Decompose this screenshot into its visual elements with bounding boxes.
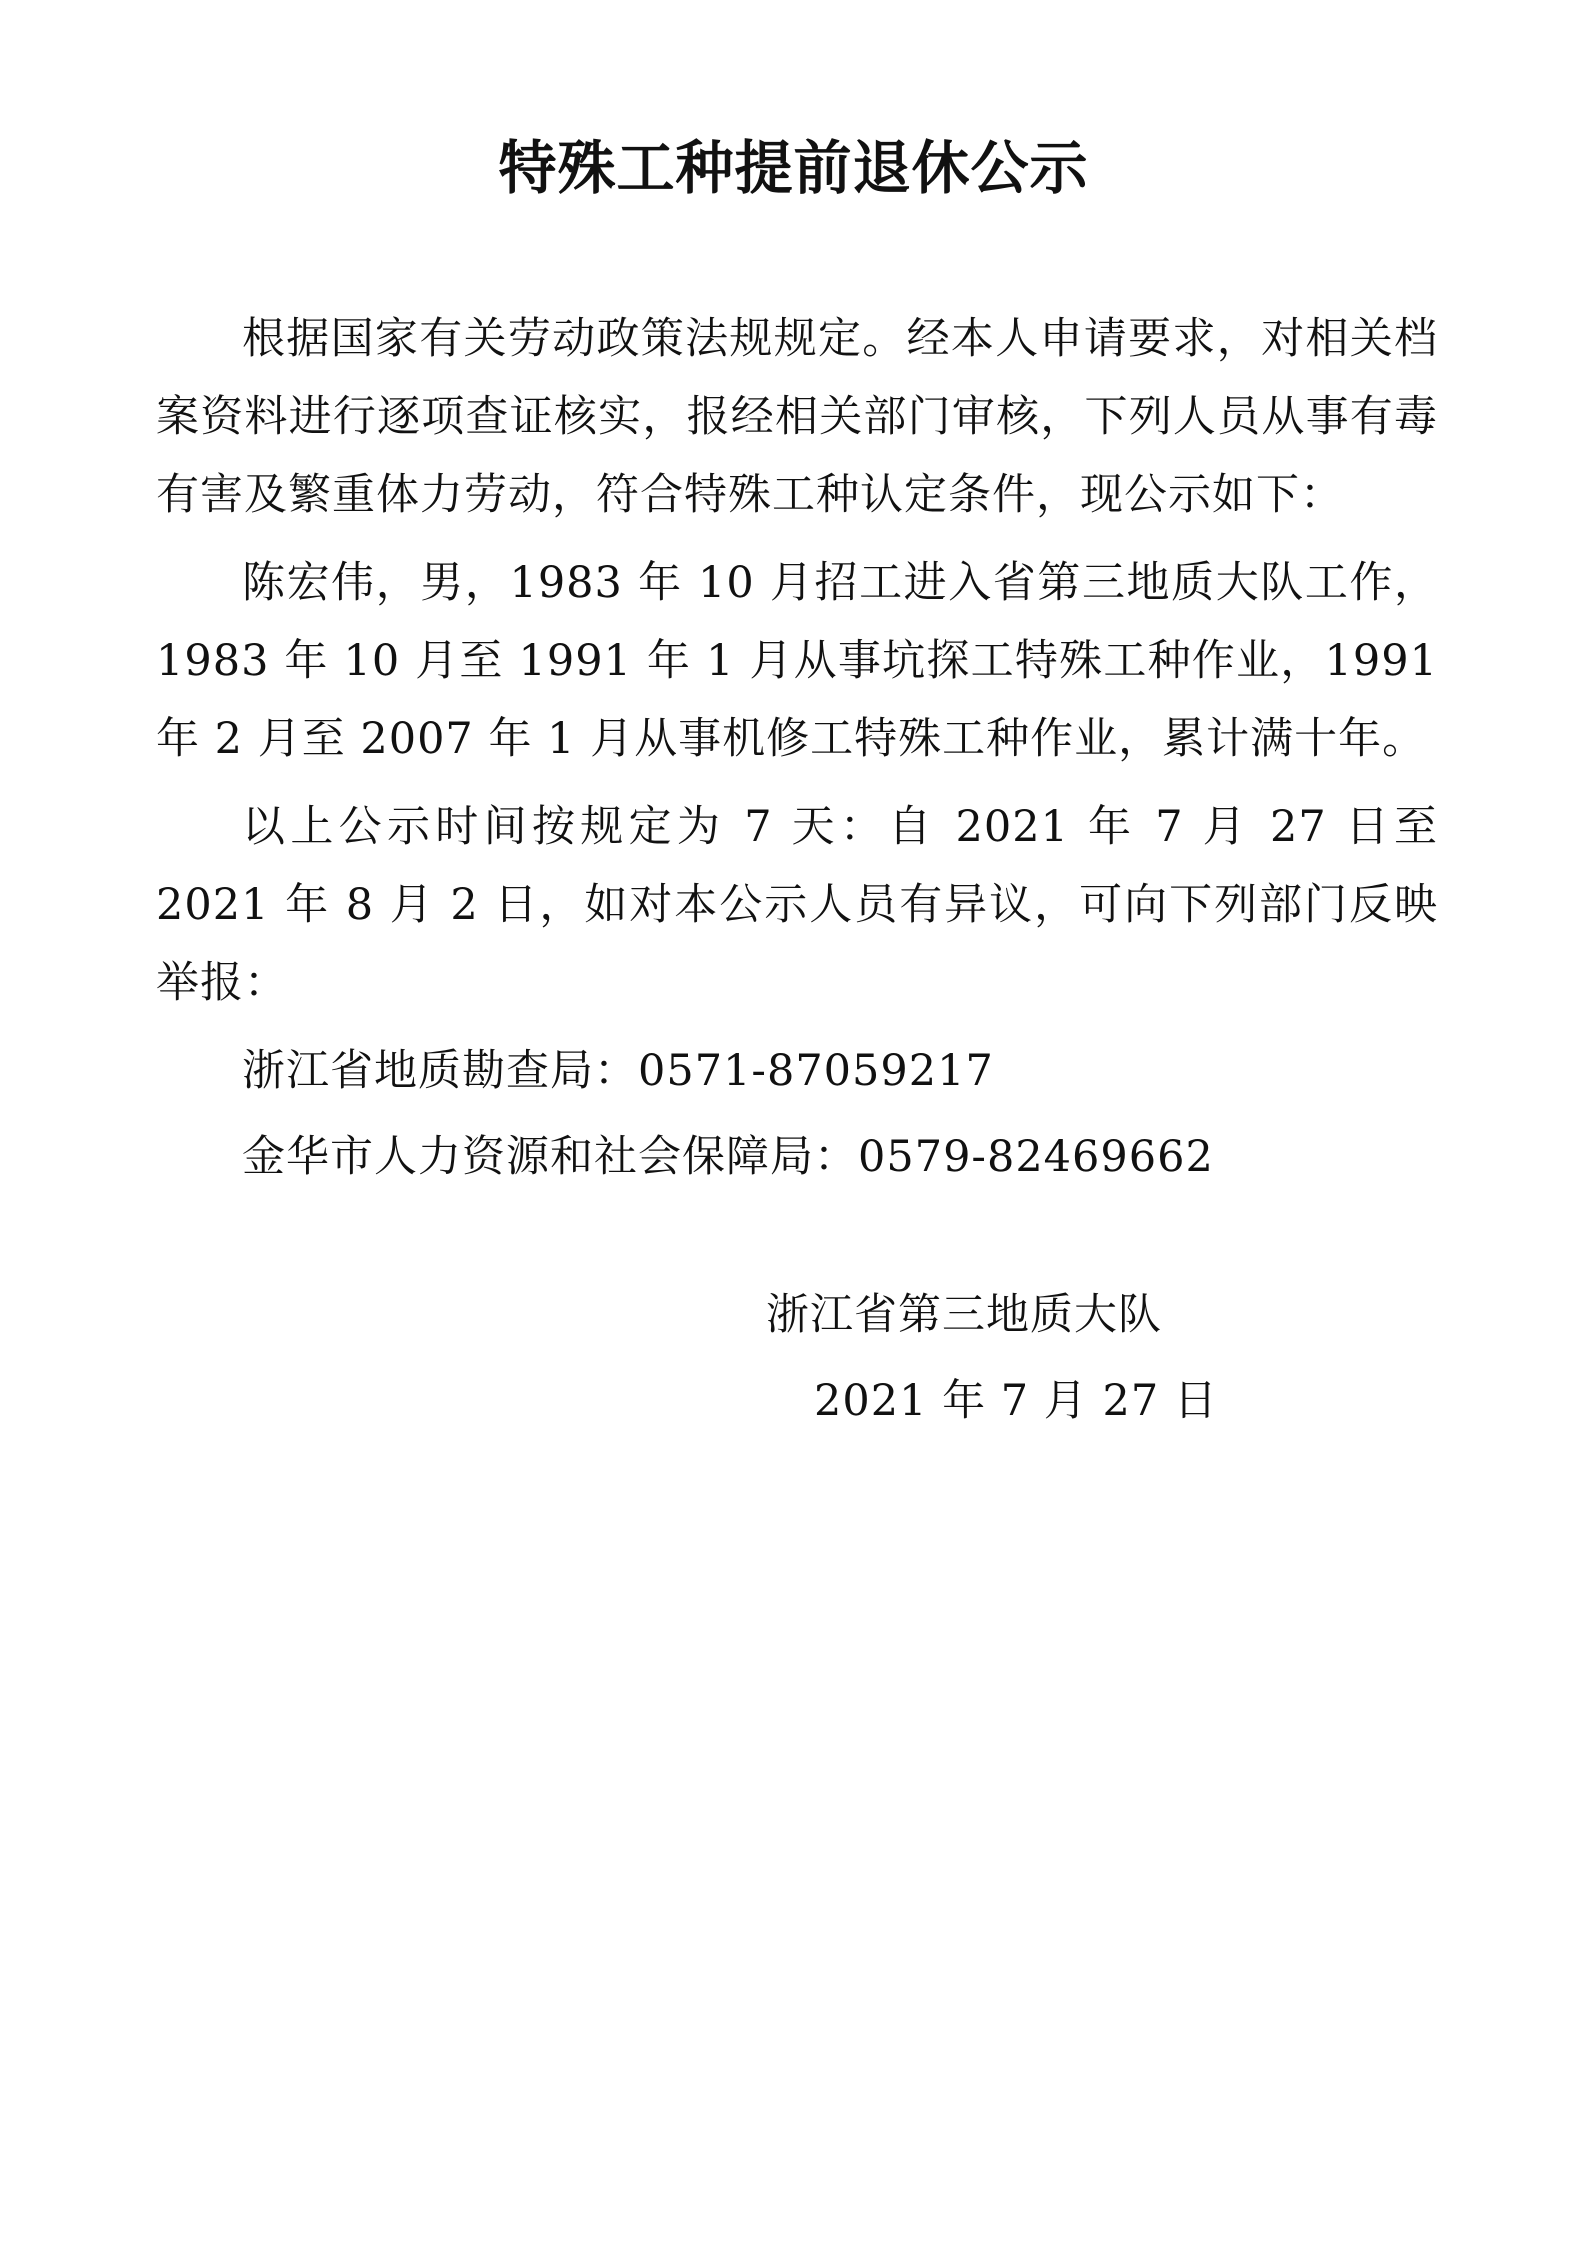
signature-date: 2021 年 7 月 27 日: [814, 1376, 1218, 1426]
document-body: [156, 300, 1438, 1204]
contact-geology-bureau: 浙江省地质勘查局：0571-87059217: [242, 1046, 994, 1096]
contact-hr-bureau: 金华市人力资源和社会保障局：0579-82469662: [242, 1132, 1214, 1182]
signature-block: [766, 1272, 1326, 1444]
paragraph-notice-period: 以上公示时间按规定为 7 天：自 2021 年 7 月 27 日至 2021 年 8 月 2 日，如对本公示人员有异议，可向下列部门反映举报：: [156, 802, 1438, 1008]
paragraph-intro: 根据国家有关劳动政策法规规定。经本人申请要求，对相关档案资料进行逐项查证核实，报经相关部门审核，下列人员从事有毒有害及繁重体力劳动，符合特殊工种认定条件，现公示如下：: [156, 314, 1438, 520]
paragraph-person-details: 陈宏伟，男，1983 年 10 月招工进入省第三地质大队工作，1983 年 10 月至 1991 年 1 月从事坑探工特殊工种作业，1991 年 2 月至 2007 年 1 月从事机修工特殊工种作业，累计满十年。: [156, 558, 1438, 764]
document-title: 特殊工种提前退休公示: [498, 134, 1089, 202]
signature-organization: 浙江省第三地质大队: [766, 1290, 1162, 1340]
